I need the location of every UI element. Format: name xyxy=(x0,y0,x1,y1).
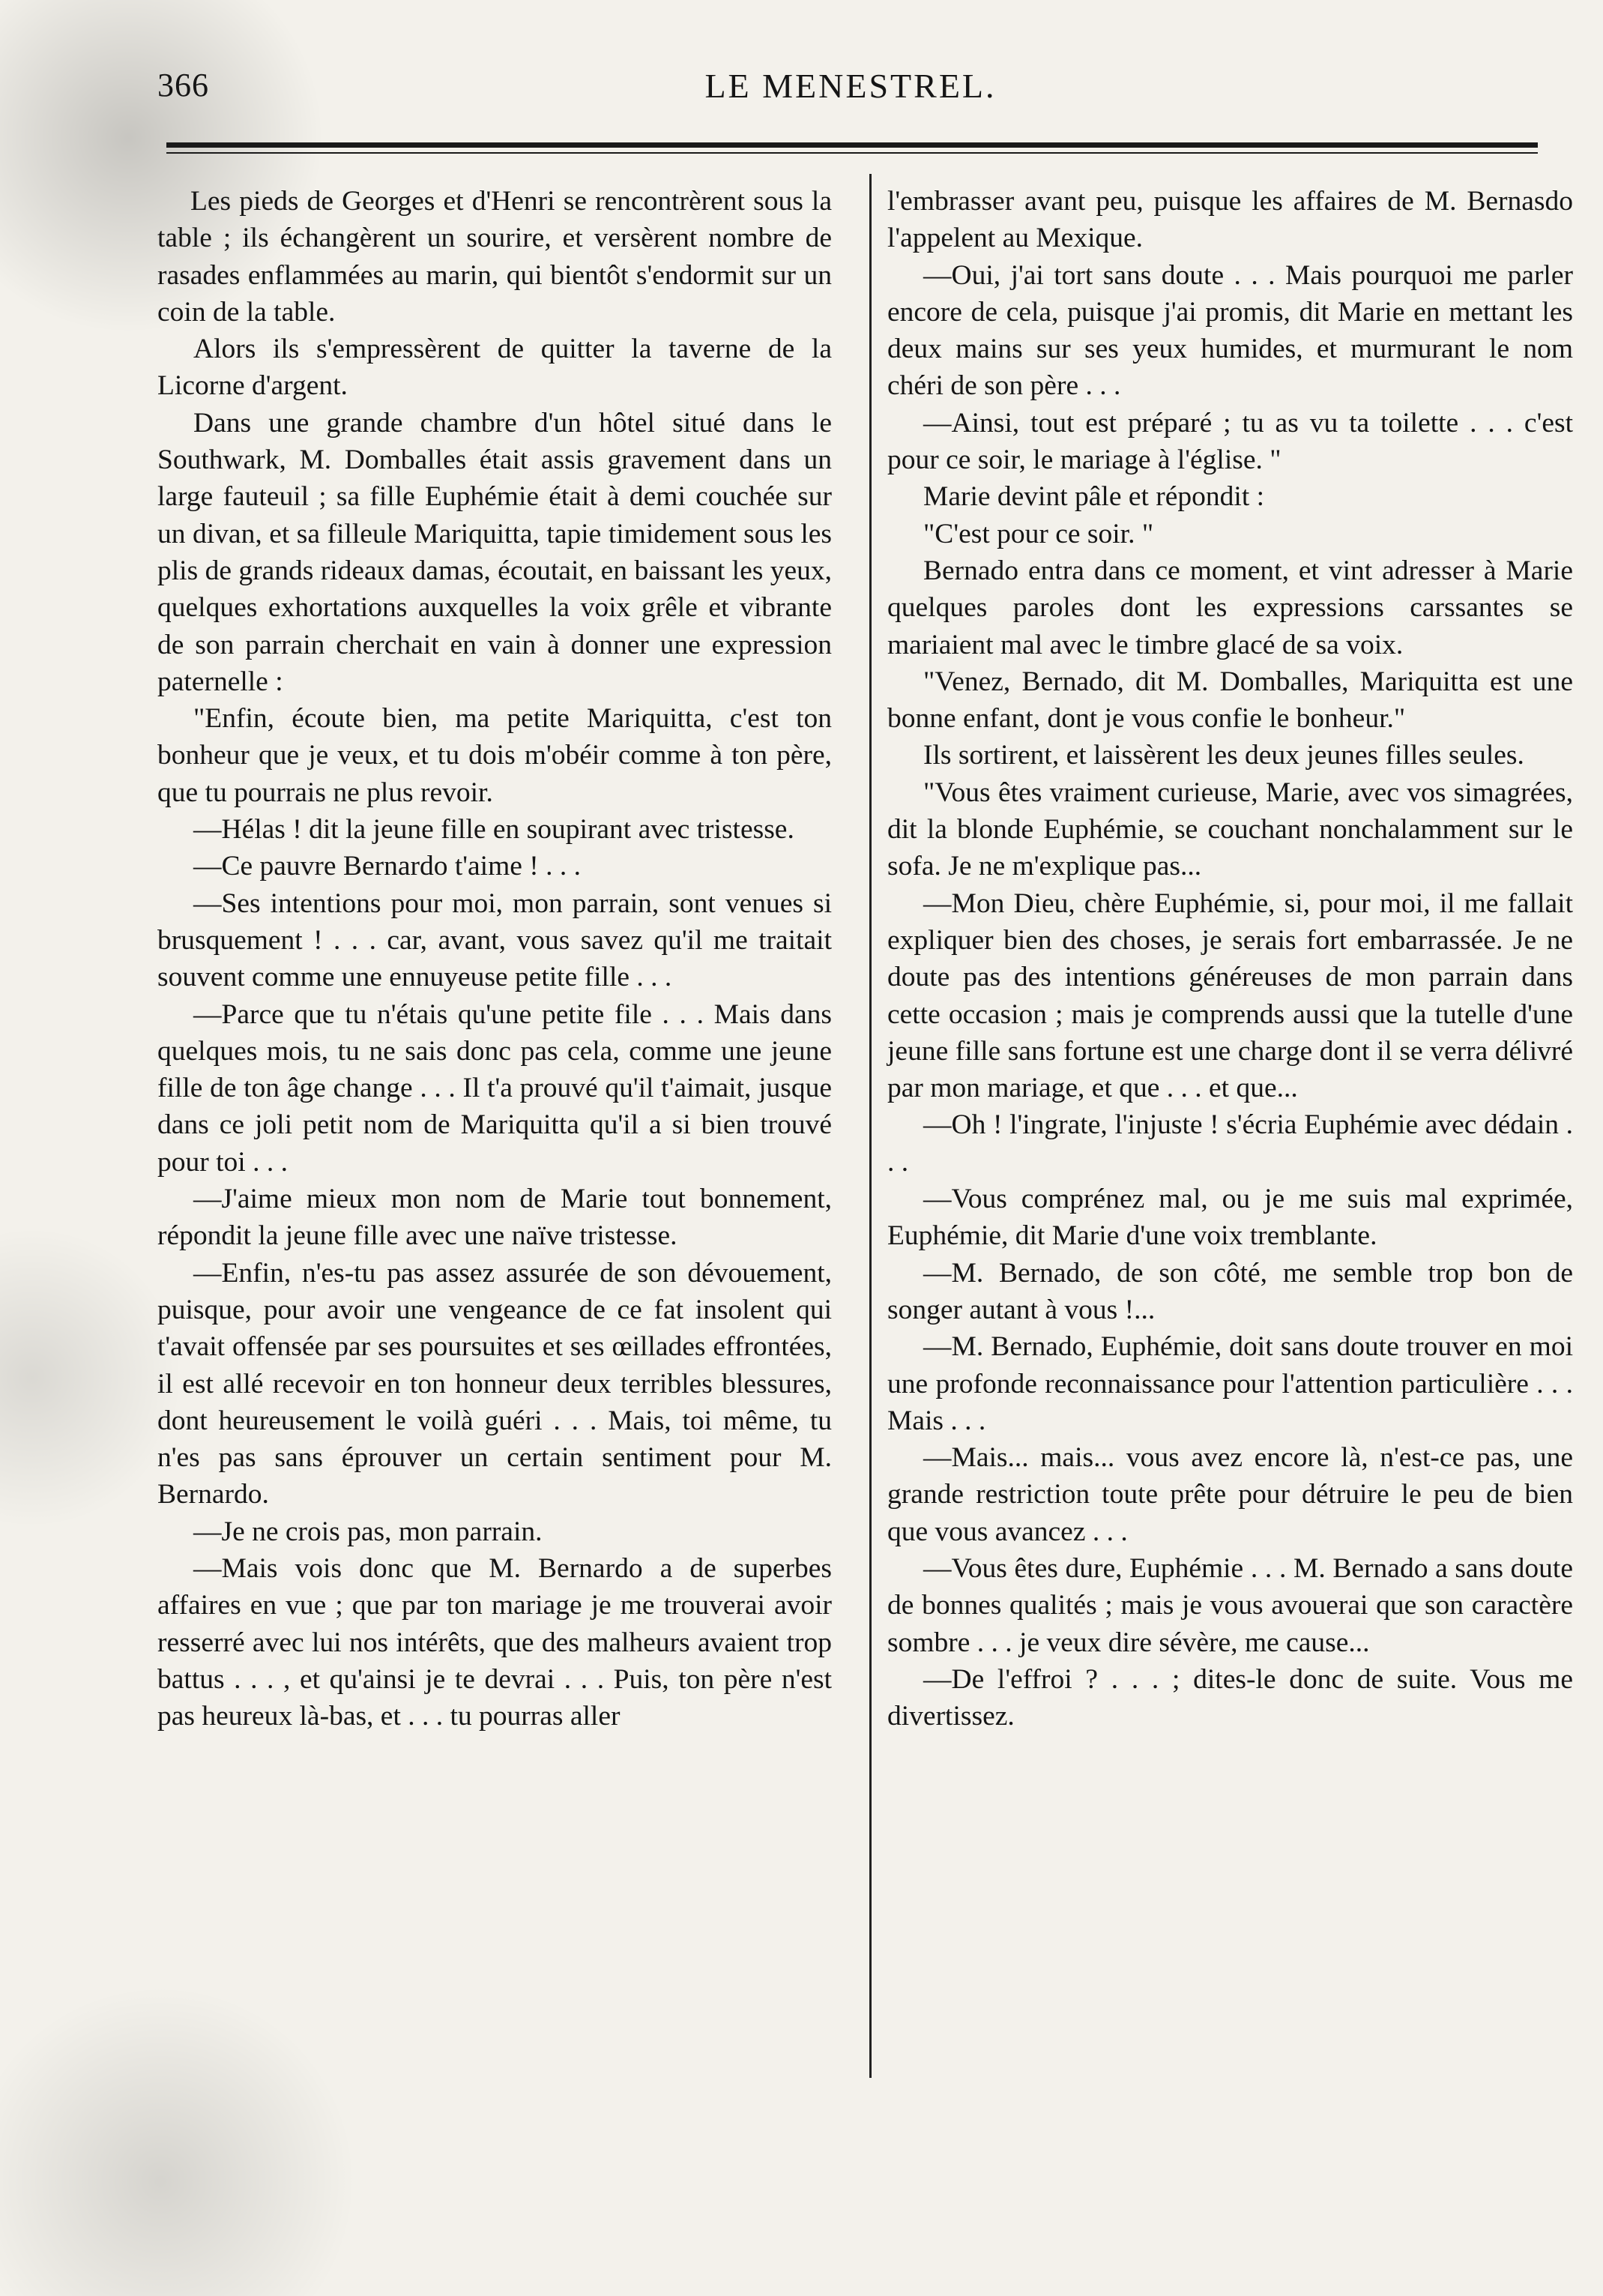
paragraph: —M. Bernado, de son côté, me semble trop bon de songer autant à vous !... xyxy=(887,1257,1573,1325)
left-column xyxy=(157,183,832,1735)
paragraph: —Mais vois donc que M. Bernardo a de superbes affaires en vue ; que par ton mariage je me trouverai avoir resserré avec lui nos intérêts, que des malheurs avaient trop battus . . . , et qu'ainsi je te devrai . . . Puis, ton père n'est pas heureux là-bas, et . . . tu pourras aller xyxy=(157,1552,832,1732)
paragraph: —Je ne crois pas, mon parrain. xyxy=(193,1516,543,1547)
paragraph: Alors ils s'empressèrent de quitter la taverne de la Licorne d'argent. xyxy=(157,334,832,402)
paragraph: —J'aime mieux mon nom de Marie tout bonnement, répondit la jeune fille avec une naïve tristesse. xyxy=(157,1184,832,1252)
paragraph: —Ce pauvre Bernardo t'aime ! . . . xyxy=(193,851,581,882)
header-rule-thin xyxy=(166,152,1538,154)
header-rule-thick xyxy=(166,142,1538,148)
paragraph: —Enfin, n'es-tu pas assez assurée de son dévouement, puisque, pour avoir une vengeance de ce fat insolent qui t'avait offensée par ses poursuites et ses œillades effrontées, il est allé recevoir en ton honneur deux terribles blessures, dont heureusement le voilà guéri . . . Mais, toi même, tu n'es pas sans éprouver un certain sentiment pour M. Bernardo. xyxy=(157,1257,832,1510)
page-number: 366 xyxy=(157,67,209,103)
paragraph: —Hélas ! dit la jeune fille en soupirant avec tristesse. xyxy=(193,814,794,846)
paragraph: —Ainsi, tout est préparé ; tu as vu ta toilette . . . c'est pour ce soir, le mariage à l'église. " xyxy=(887,407,1573,476)
column-divider xyxy=(869,174,872,2078)
paragraph: Bernado entra dans ce moment, et vint adresser à Marie quelques paroles dont les expressions carssantes se mariaient mal avec le timbre glacé de sa voix. xyxy=(887,555,1573,660)
paragraph: —Parce que tu n'étais qu'une petite file . . . Mais dans quelques mois, tu ne sais donc pas cela, comme une jeune fille de ton âge change . . . Il t'a prouvé qu'il t'aimait, jusque dans ce joli petit nom de Mariquitta qu'il a si bien trouvé pour toi . . . xyxy=(157,998,832,1178)
paragraph: —Ses intentions pour moi, mon parrain, sont venues si brusquement ! . . . car, avant, vous savez qu'il me traitait souvent comme une ennuyeuse petite fille . . . xyxy=(157,888,832,993)
paragraph-continued: l'embrasser avant peu, puisque les affaires de M. Bernasdo l'appelent au Mexique. xyxy=(887,186,1573,254)
paragraph: Ils sortirent, et laissèrent les deux jeunes filles seules. xyxy=(923,740,1524,771)
paragraph: Marie devint pâle et répondit : xyxy=(923,481,1265,513)
paragraph: —Mon Dieu, chère Euphémie, si, pour moi, il me fallait expliquer bien des choses, je serais fort embarrassée. Je ne doute pas des intentions généreuses de mon parrain dans cette occasion ; mais je comprends aussi que la tutelle d'une jeune fille sans fortune est une charge dont il se verra délivré par mon mariage, et que . . . et que... xyxy=(887,888,1573,1104)
paragraph: —Vous êtes dure, Euphémie . . . M. Bernado a sans doute de bonnes qualités ; mais je vous avouerai que son caractère sombre . . . je veux dire sévère, me cause... xyxy=(887,1552,1573,1658)
paragraph: —M. Bernado, Euphémie, doit sans doute trouver en moi une profonde reconnaissance pour l'attention particulière . . . Mais . . . xyxy=(887,1331,1573,1436)
paragraph: —Vous comprénez mal, ou je me suis mal exprimée, Euphémie, dit Marie d'une voix tremblante. xyxy=(887,1184,1573,1252)
paragraph: —Oui, j'ai tort sans doute . . . Mais pourquoi me parler encore de cela, puisque j'ai promis, dit Marie en mettant les deux mains sur ses yeux humides, et murmurant le nom chéri de son père . . . xyxy=(887,259,1573,402)
right-column xyxy=(887,183,1573,1735)
page-header xyxy=(157,66,1544,111)
paragraph: "Enfin, écoute bien, ma petite Mariquitta, c'est ton bonheur que je veux, et tu dois m'obéir comme à ton père, que tu pourrais ne plus revoir. xyxy=(157,703,832,808)
paragraph: Les pieds de Georges et d'Henri se rencontrèrent sous la table ; ils échangèrent un sourire, et versèrent nombre de rasades enflammées au marin, qui bientôt s'endormit sur un coin de la table. xyxy=(157,186,832,328)
paragraph: Dans une grande chambre d'un hôtel situé dans le Southwark, M. Domballes était assis gravement dans un large fauteuil ; sa fille Euphémie était à demi couchée sur un divan, et sa filleule Mariquitta, tapie timidement sous les plis de grands rideaux damas, écoutait, en baissant les yeux, quelques exhortations auxquelles la voix grêle et vibrante de son parrain cherchait en vain à donner une expression paternelle : xyxy=(157,407,832,697)
paragraph: —Oh ! l'ingrate, l'injuste ! s'écria Euphémie avec dédain . . . xyxy=(887,1109,1573,1178)
paragraph: "C'est pour ce soir. " xyxy=(923,518,1154,549)
paragraph: "Venez, Bernado, dit M. Domballes, Mariquitta est une bonne enfant, dont je vous confie le bonheur." xyxy=(887,666,1573,735)
paragraph: —Mais... mais... vous avez encore là, n'est-ce pas, une grande restriction toute prête pour détruire le peu de bien que vous avancez . . . xyxy=(887,1442,1573,1547)
paragraph: —De l'effroi ? . . . ; dites-le donc de suite. Vous me divertissez. xyxy=(887,1663,1573,1732)
journal-title: LE MENESTREL. xyxy=(704,67,997,105)
paragraph: "Vous êtes vraiment curieuse, Marie, avec vos simagrées, dit la blonde Euphémie, se couchant nonchalamment sur le sofa. Je ne m'explique pas... xyxy=(887,777,1573,882)
